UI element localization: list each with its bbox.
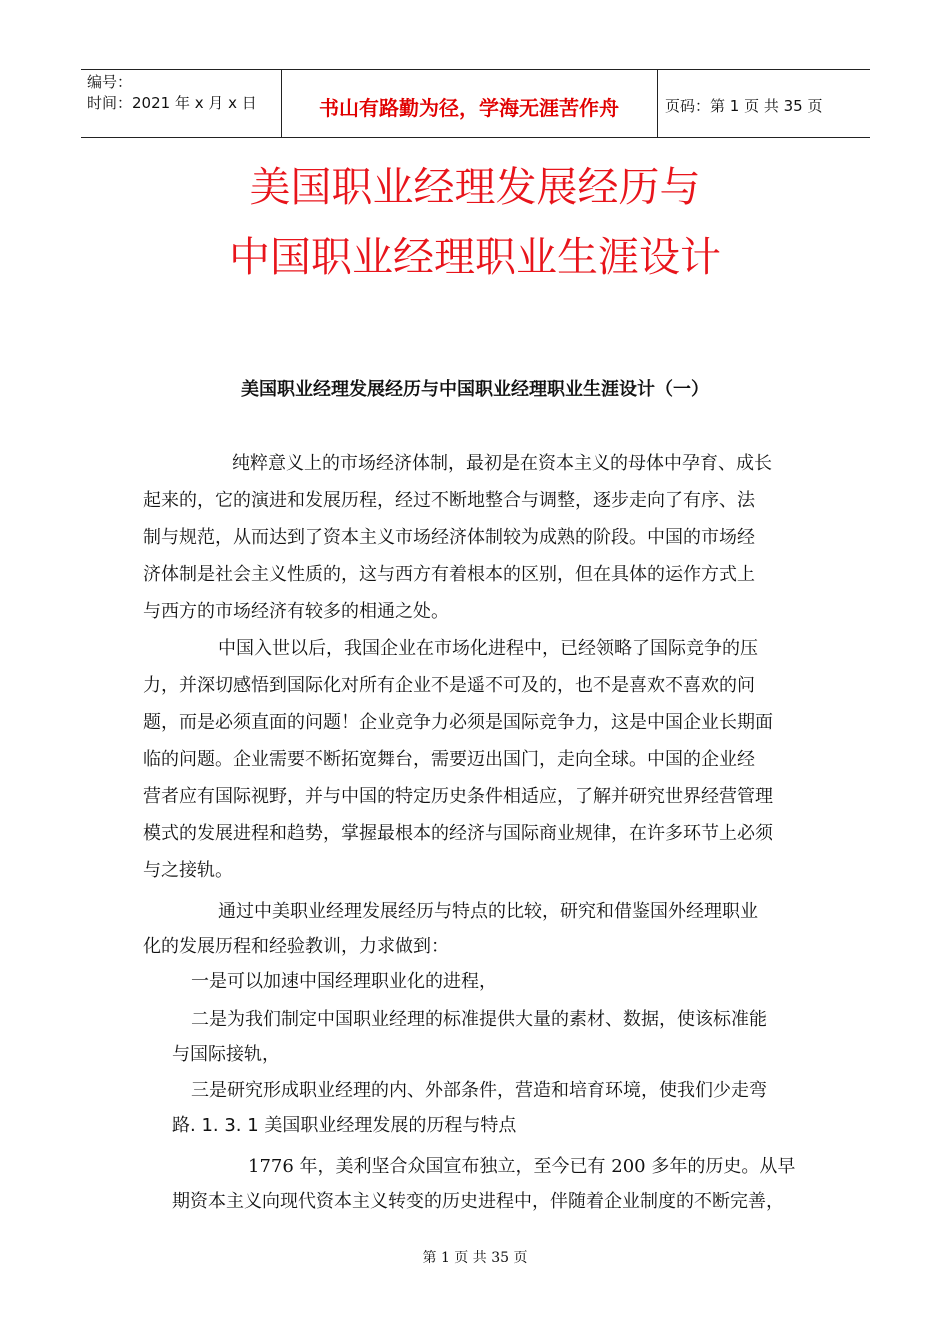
header-divider [657,70,658,137]
body-line: 期资本主义向现代资本主义转变的历史进程中，伴随着企业制度的不断完善， [172,1191,784,1212]
header-meta [87,72,277,114]
body-line: 二是为我们制定中国职业经理的标准提供大量的素材、数据，使该标准能 [191,1009,767,1030]
section-subtitle: 美国职业经理发展经历与中国职业经理职业生涯设计（一） [241,379,709,400]
document-header [81,69,870,138]
body-line: 纯粹意义上的市场经济体制，最初是在资本主义的母体中孕育、成长 [232,453,772,474]
body-line: 三是研究形成职业经理的内、外部条件，营造和培育环境，使我们少走弯 [191,1080,767,1101]
body-line: 临的问题。企业需要不断拓宽舞台，需要迈出国门，走向全球。中国的企业经 [143,749,755,770]
date-label: 时间：2021 年 x 月 x 日 [87,94,257,112]
section-heading-line: 路. 1. 3. 1 美国职业经理发展的历程与特点 [172,1115,517,1136]
document-title-line-1: 美国职业经理发展经历与 [249,163,701,211]
body-line: 通过中美职业经理发展经历与特点的比较，研究和借鉴国外经理职业 [218,901,758,922]
document-title-line-2: 中国职业经理职业生涯设计 [229,233,721,281]
body-line: 一是可以加速中国经理职业化的进程， [191,971,497,992]
header-page-number: 页码：第 1 页 共 35 页 [665,97,823,115]
body-line: 题，而是必须直面的问题！企业竞争力必须是国际竞争力，这是中国企业长期面 [143,712,773,733]
body-line: 济体制是社会主义性质的，这与西方有着根本的区别，但在具体的运作方式上 [143,564,755,585]
body-line: 起来的，它的演进和发展历程，经过不断地整合与调整，逐步走向了有序、法 [143,490,755,511]
body-line: 营者应有国际视野，并与中国的特定历史条件相适应，了解并研究世界经营管理 [143,786,773,807]
body-line: 中国入世以后，我国企业在市场化进程中，已经领略了国际竞争的压 [218,638,758,659]
body-line: 与西方的市场经济有较多的相通之处。 [143,601,449,622]
body-line: 与国际接轨， [172,1044,280,1065]
body-line: 与之接轨。 [143,860,233,881]
body-line: 化的发展历程和经验教训，力求做到： [143,936,449,957]
body-line: 制与规范，从而达到了资本主义市场经济体制较为成熟的阶段。中国的市场经 [143,527,755,548]
body-line: 1776 年，美利坚合众国宣布独立，至今已有 200 多年的历史。从早 [248,1156,796,1177]
header-motto: 书山有路勤为径，学海无涯苦作舟 [319,96,619,120]
body-line: 模式的发展进程和趋势，掌握最根本的经济与国际商业规律，在许多环节上必须 [143,823,773,844]
page-footer: 第 1 页 共 35 页 [422,1250,528,1266]
number-label: 编号： [87,73,133,91]
body-line: 力，并深切感悟到国际化对所有企业不是遥不可及的，也不是喜欢不喜欢的问 [143,675,755,696]
